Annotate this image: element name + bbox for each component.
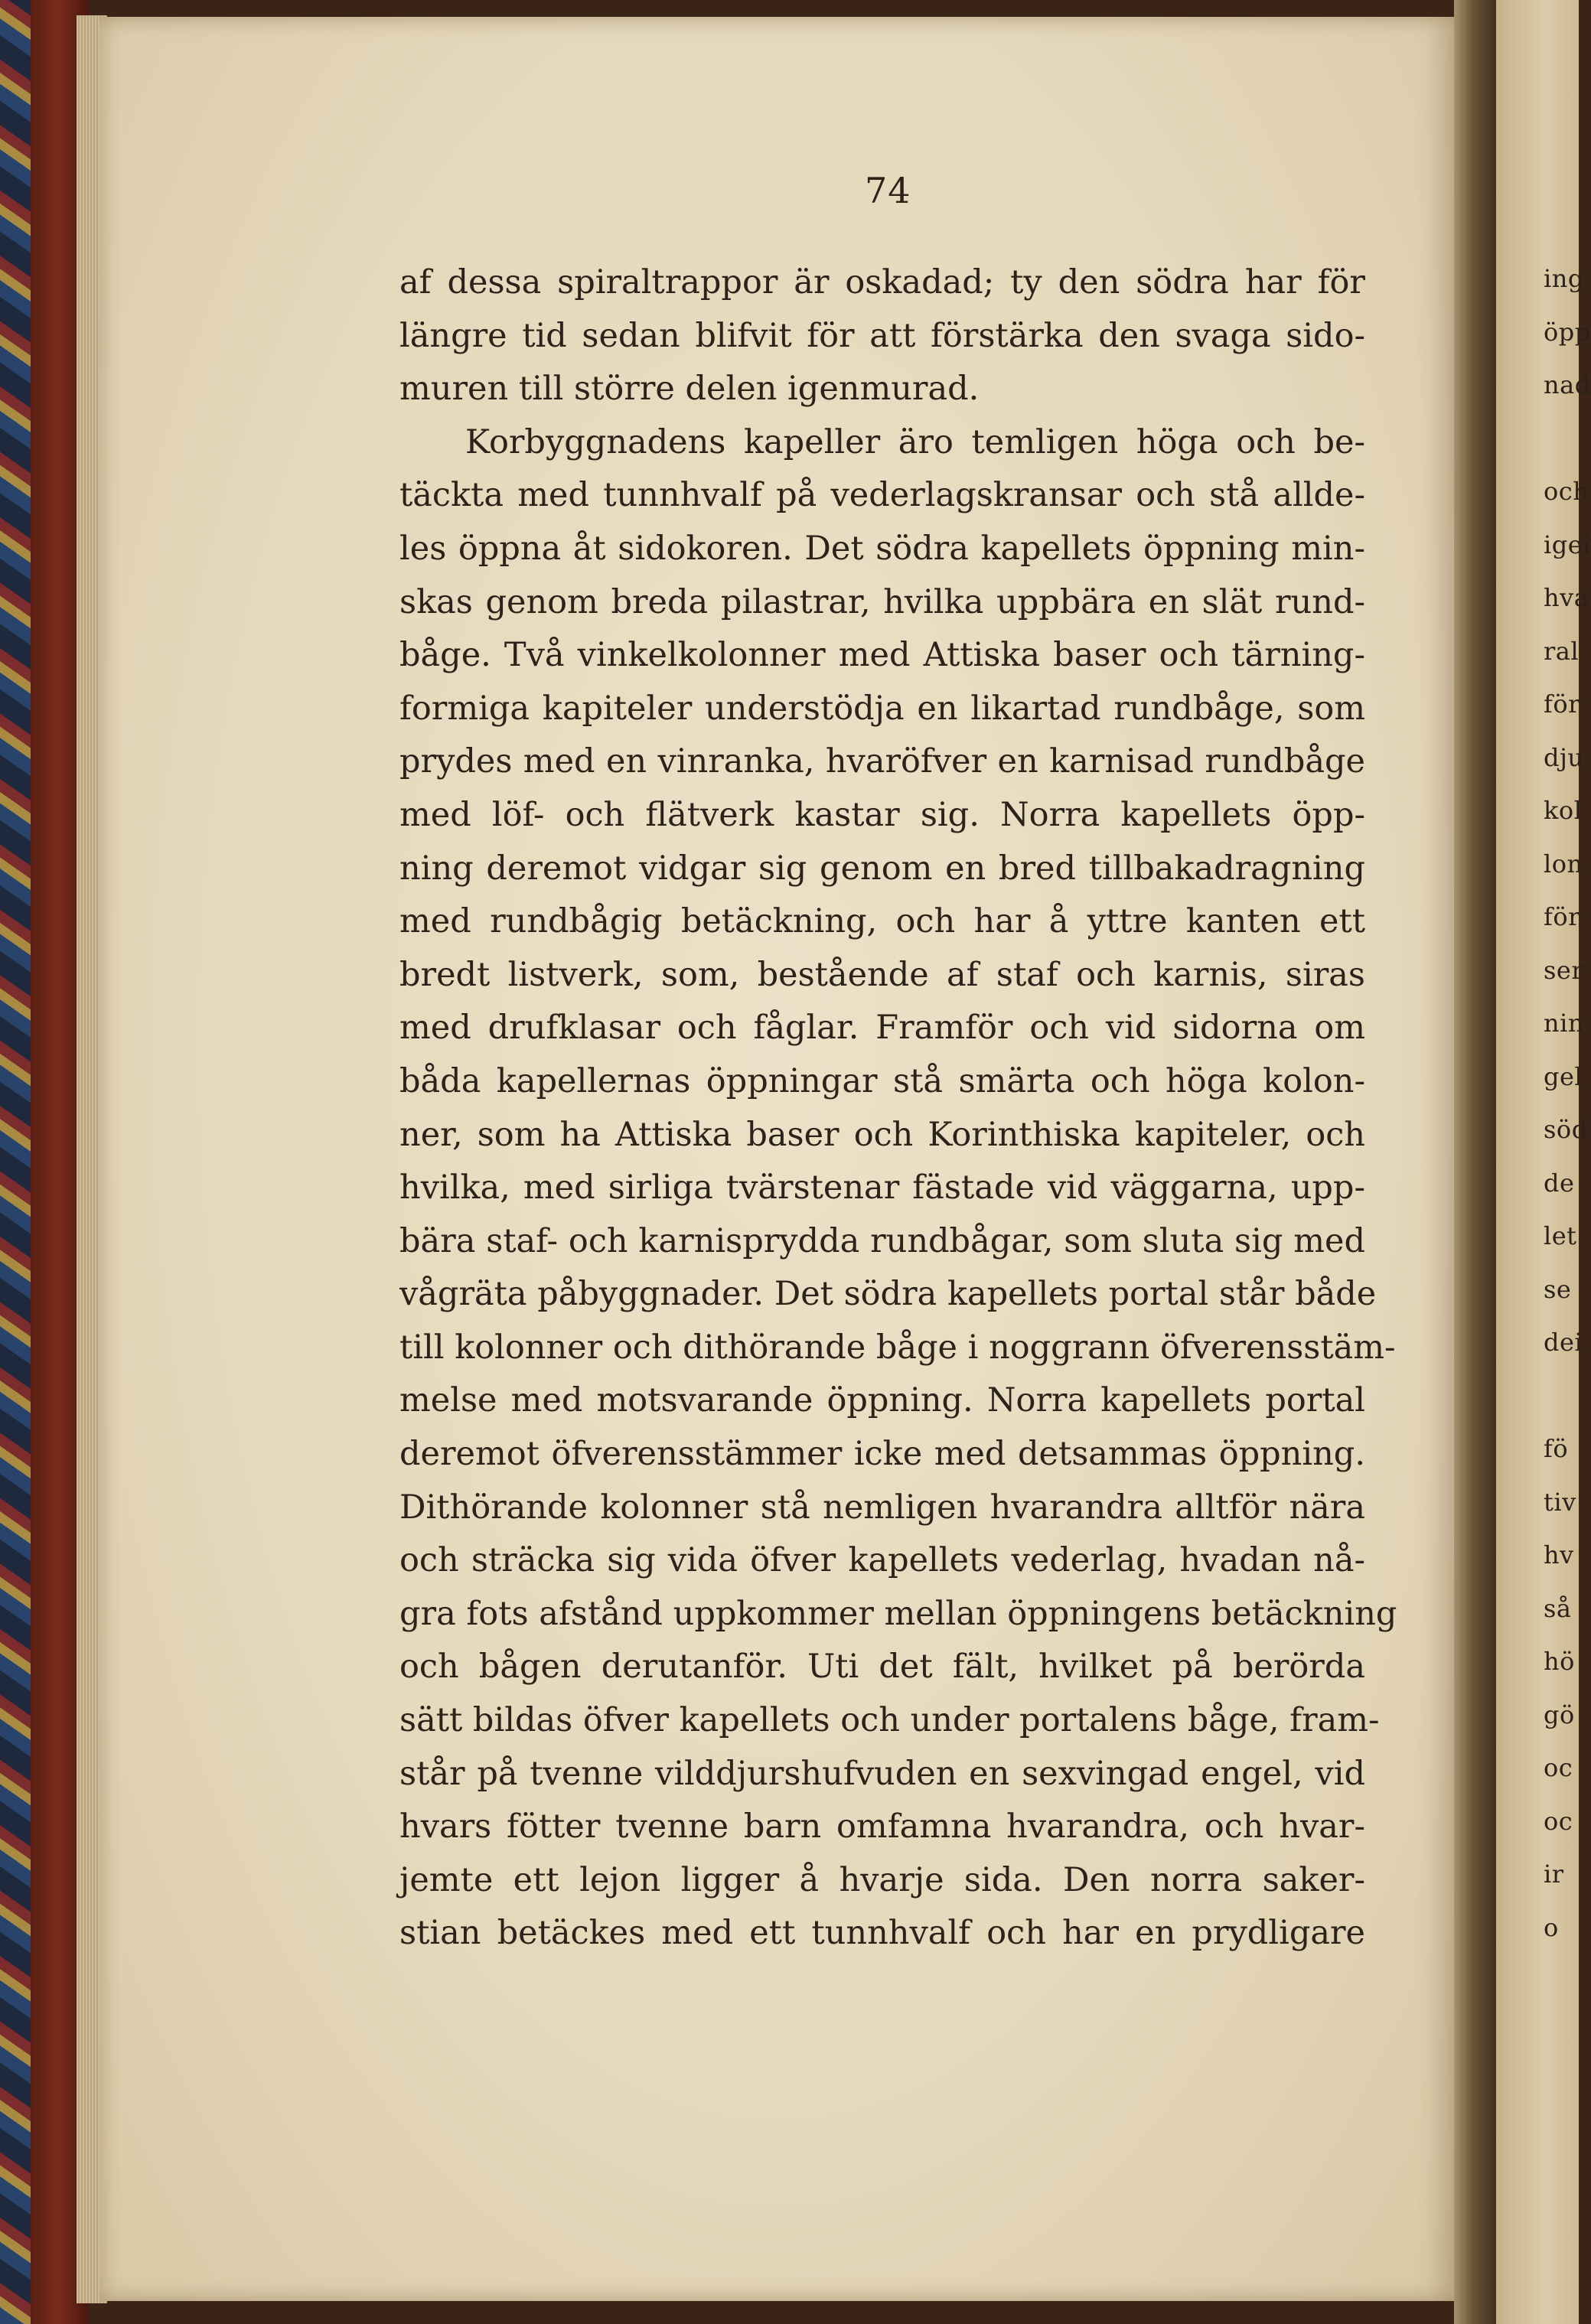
text-line: med drufklasar och fåglar. Framför och vid sidorna om [399,1009,1365,1048]
facing-fragment: let [1544,1221,1577,1250]
facing-fragment: oc [1544,1753,1573,1782]
facing-fragment: dei [1544,1328,1583,1357]
text-line: står på tvenne vilddjurshufvuden en sexvingad engel, vid [399,1754,1365,1793]
facing-fragment: oc [1544,1806,1573,1836]
facing-fragment: söd [1544,1115,1588,1144]
text-line: båge. Två vinkelkolonner med Attiska baser och tärning- [399,636,1365,675]
text-line: täckta med tunnhvalf på vederlagskransar och stå allde- [399,476,1365,515]
text-line: vågräta påbyggnader. Det södra kapellets portal står både [399,1275,1377,1314]
text-line: deremot öfverensstämmer icke med detsammas öppning. [399,1435,1365,1474]
page-number: 74 [865,170,911,211]
facing-fragment: de [1544,1168,1575,1198]
facing-fragment: så [1544,1593,1572,1623]
facing-fragment: ser [1544,955,1584,985]
facing-fragment: och [1544,477,1589,506]
text-line: till kolonner och dithörande båge i noggrann öfverensstäm- [399,1328,1396,1367]
text-line: ner, som ha Attiska baser och Korinthiska kapiteler, och [399,1115,1365,1154]
text-line: ning deremot vidgar sig genom en bred tillbakadragning [399,849,1365,888]
facing-fragment: för [1544,689,1580,719]
text-line: les öppna åt sidokoren. Det södra kapellets öppning min- [399,529,1365,568]
text-line: och sträcka sig vida öfver kapellets vederlag, hvadan nå- [399,1541,1365,1580]
facing-fragment: ral [1544,636,1580,666]
text-line: hvilka, med sirliga tvärstenar fästade vid väggarna, upp- [399,1169,1365,1208]
facing-fragment: kol [1544,796,1583,825]
book-gutter [1454,0,1500,2324]
text-line: Dithörande kolonner stå nemligen hvarandra alltför nära [399,1488,1365,1527]
facing-fragment: öpp [1544,317,1591,347]
page-body-text [399,256,1397,1961]
text-line: med rundbågig betäckning, och har å yttre kanten ett [399,902,1365,941]
facing-fragment [1544,1370,1591,1423]
facing-fragment: o [1544,1912,1559,1942]
text-line: bära staf- och karnisprydda rundbågar, som sluta sig med [399,1221,1365,1260]
facing-fragment: tiv [1544,1487,1576,1517]
facing-fragment: nad [1544,370,1591,399]
text-line: längre tid sedan blifvit för att förstärka den svaga sido- [399,316,1365,355]
text-line: muren till större delen igenmurad. [399,370,980,409]
text-line: melse med motsvarande öppning. Norra kapellets portal [399,1381,1365,1420]
text-line: skas genom breda pilastrar, hvilka uppbära en slät rund- [399,582,1365,621]
facing-fragment: se [1544,1274,1572,1304]
text-line: bredt listverk, som, bestående af staf och karnis, siras [399,955,1365,994]
facing-fragment: fö [1544,1434,1569,1463]
facing-fragment: nin [1544,1009,1584,1038]
text-line: Korbyggnadens kapeller äro temligen höga och be- [465,422,1365,461]
text-line: och bågen derutanför. Uti det fält, hvilket på berörda [399,1648,1365,1687]
text-line: af dessa spiraltrappor är oskadad; ty den södra har för [399,263,1365,302]
facing-fragment: gel [1544,1061,1583,1091]
text-line: formiga kapiteler understödja en likartad rundbåge, som [399,689,1365,728]
facing-fragment: hva [1544,583,1589,612]
facing-page [1496,0,1591,2324]
text-line: med löf- och flätverk kastar sig. Norra kapellets öpp- [399,795,1365,834]
text-line: båda kapellernas öppningar stå smärta och höga kolon- [399,1061,1365,1100]
text-line: prydes med en vinranka, hvaröfver en karnisad rundbåge [399,742,1365,781]
text-line: stian betäckes med ett tunnhvalf och har en prydligare [399,1914,1365,1953]
text-line: sätt bildas öfver kapellets och under portalens båge, fram- [399,1701,1380,1740]
facing-fragment: för [1544,902,1580,931]
facing-fragment: dju [1544,742,1584,772]
facing-fragment: ing [1544,264,1584,293]
facing-fragment: gö [1544,1700,1575,1729]
facing-fragment: ir [1544,1860,1564,1889]
facing-page-fragments [1544,253,1591,1954]
facing-fragment: hö [1544,1647,1575,1676]
text-line: jemte ett lejon ligger å hvarje sida. Den norra saker- [399,1860,1365,1899]
text-line: hvars fötter tvenne barn omfamna hvarandra, och hvar- [399,1807,1365,1846]
facing-fragment: igei [1544,530,1591,559]
text-line: gra fots afstånd uppkommer mellan öppningens betäckning [399,1594,1397,1633]
facing-fragment [1544,412,1591,466]
facing-fragment: lon [1544,849,1583,878]
facing-fragment: hv [1544,1540,1574,1569]
